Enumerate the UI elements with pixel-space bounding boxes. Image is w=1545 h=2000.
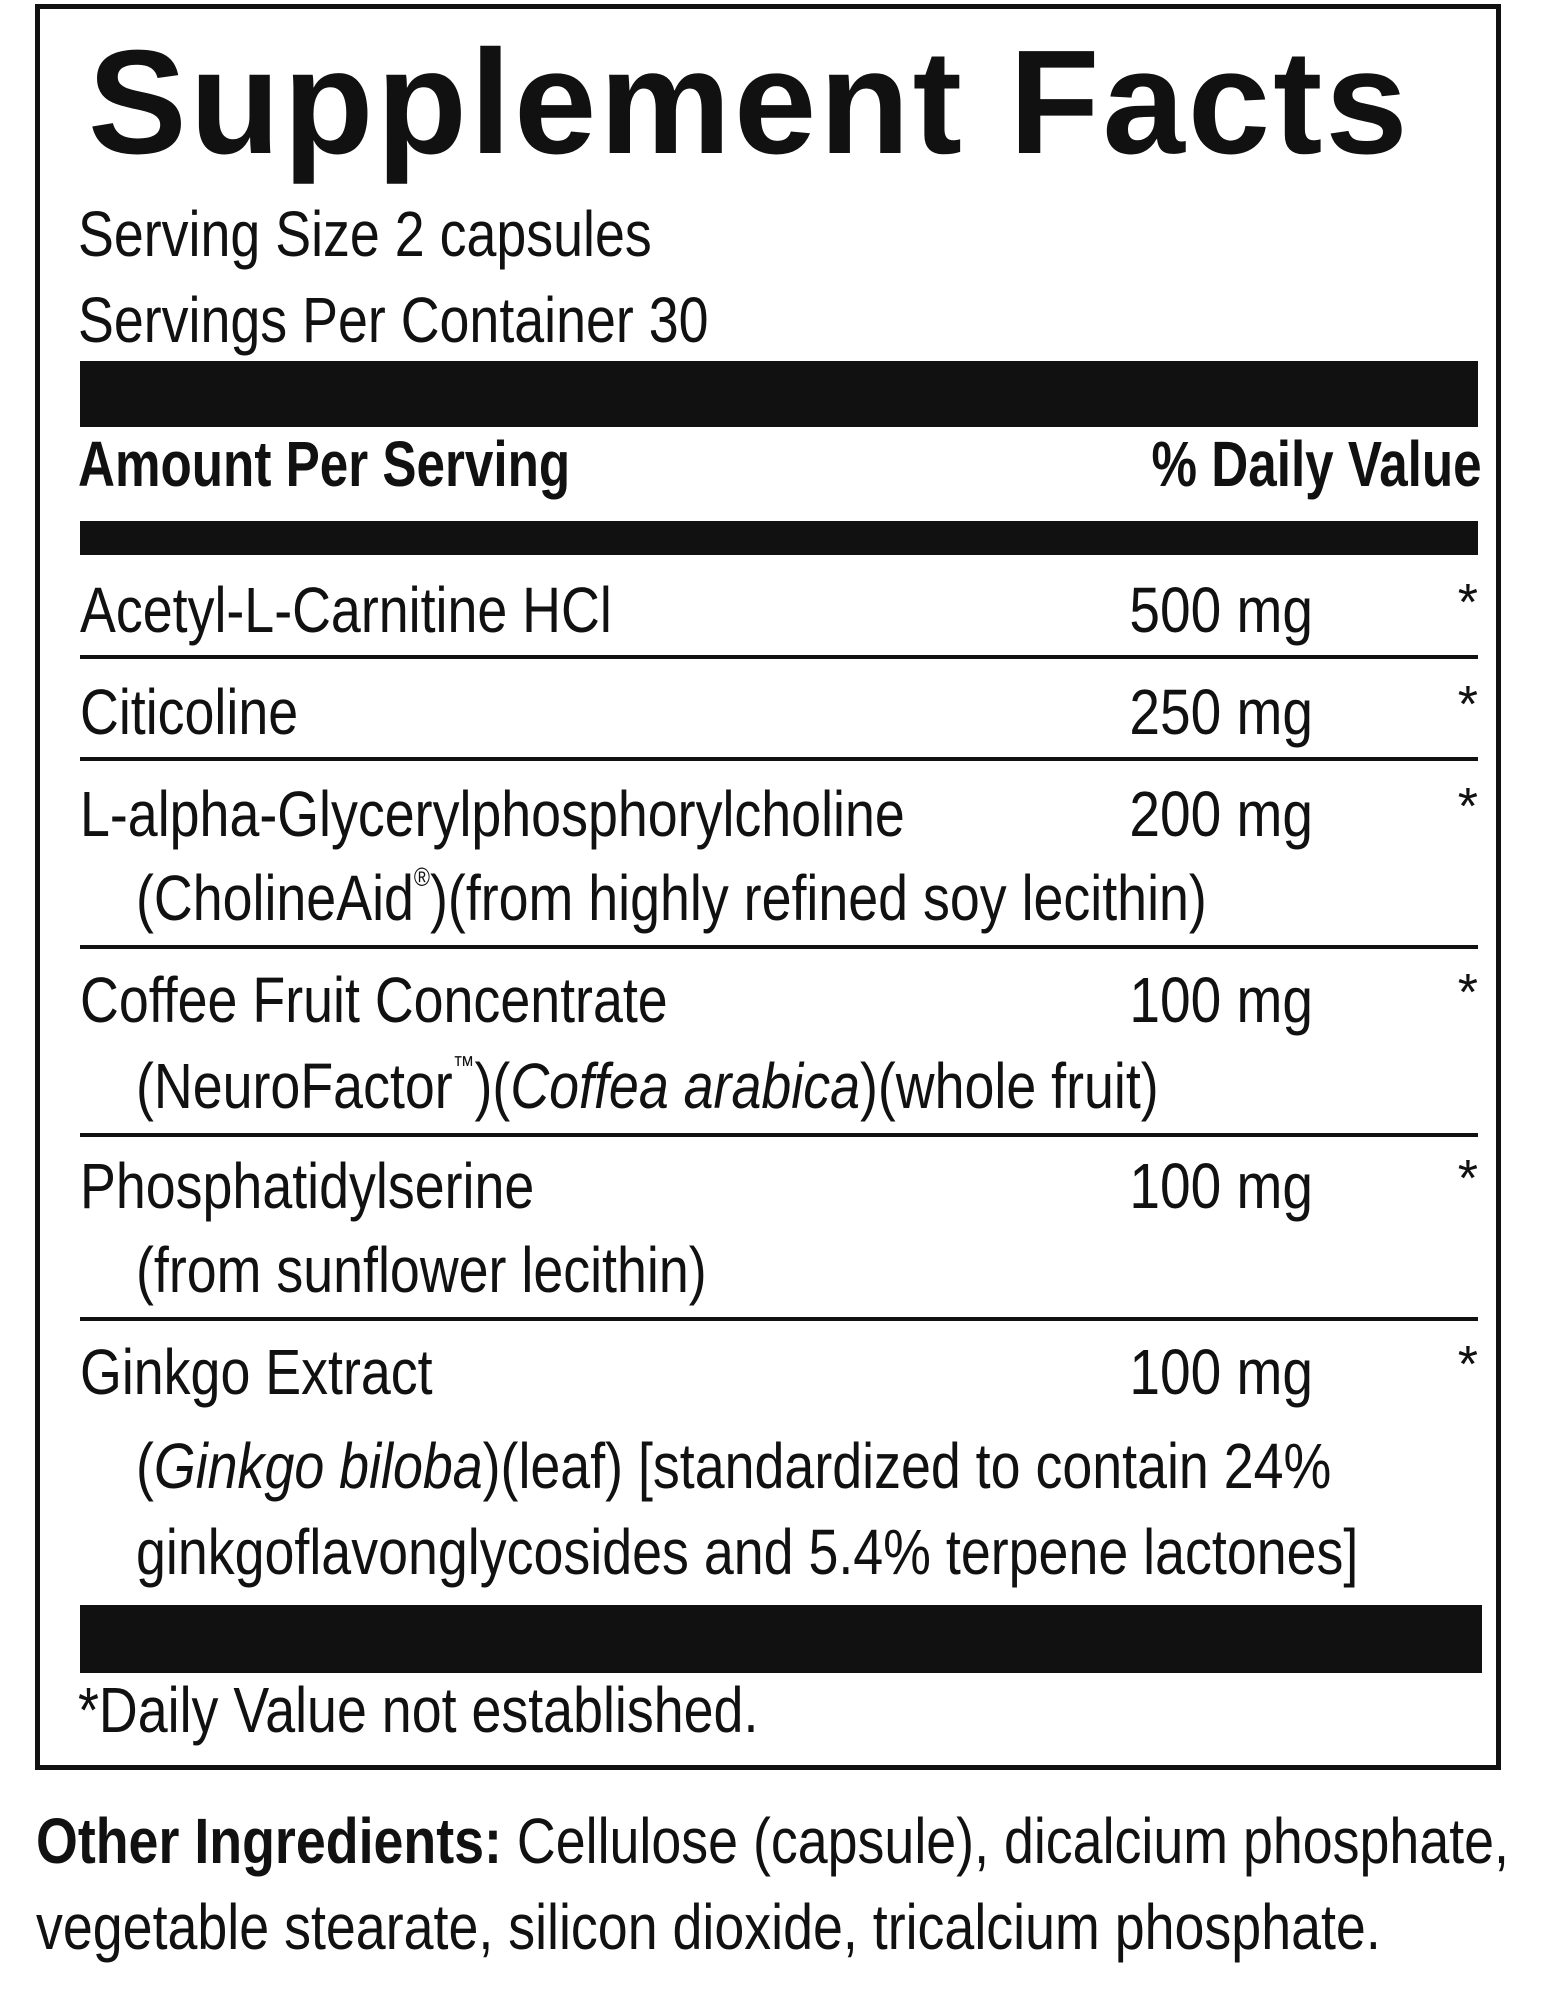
supplement-facts-panel bbox=[35, 4, 1501, 1770]
other-ingredients-line-2: vegetable stearate, silicon dioxide, tricalcium phosphate. bbox=[36, 1891, 1381, 1963]
ingredient-row bbox=[80, 557, 1478, 659]
ingredient-row bbox=[80, 1321, 1478, 1603]
daily-value-mark: * bbox=[1457, 964, 1478, 1022]
daily-value-mark: * bbox=[1457, 1150, 1478, 1208]
ingredient-amount: 100 mg bbox=[1129, 964, 1313, 1036]
daily-value-footnote: *Daily Value not established. bbox=[78, 1674, 759, 1746]
thick-divider-header bbox=[80, 521, 1478, 555]
ingredient-amount: 200 mg bbox=[1129, 778, 1313, 850]
daily-value-header: % Daily Value bbox=[1151, 428, 1482, 500]
daily-value-mark: * bbox=[1457, 676, 1478, 734]
servings-per-container: Servings Per Container 30 bbox=[78, 284, 709, 356]
thick-divider-bottom bbox=[80, 1605, 1482, 1673]
ingredient-amount: 100 mg bbox=[1129, 1336, 1313, 1408]
ingredient-name: L-alpha-Glycerylphosphorylcholine bbox=[80, 778, 905, 850]
ingredient-source: (CholineAid®)(from highly refined soy lecithin) bbox=[136, 862, 1207, 934]
panel-title: Supplement Facts bbox=[88, 20, 1411, 185]
ingredient-name: Coffee Fruit Concentrate bbox=[80, 964, 668, 1036]
ingredient-row bbox=[80, 659, 1478, 761]
daily-value-mark: * bbox=[1457, 778, 1478, 836]
ingredient-name: Citicoline bbox=[80, 676, 299, 748]
ingredient-row bbox=[80, 761, 1478, 949]
amount-per-serving-header: Amount Per Serving bbox=[78, 428, 571, 500]
ingredient-source: (NeuroFactor™)(Coffea arabica)(whole fruit) bbox=[136, 1050, 1159, 1122]
ingredient-amount: 500 mg bbox=[1129, 574, 1313, 646]
ingredient-amount: 100 mg bbox=[1129, 1150, 1313, 1222]
ingredient-source: (from sunflower lecithin) bbox=[136, 1234, 707, 1306]
ingredient-row bbox=[80, 949, 1478, 1137]
thick-divider-top bbox=[80, 361, 1478, 427]
ingredient-name: Acetyl-L-Carnitine HCl bbox=[80, 574, 612, 646]
ingredient-source: (Ginkgo biloba)(leaf) [standardized to contain 24% bbox=[136, 1430, 1332, 1502]
ingredient-row bbox=[80, 1137, 1478, 1321]
serving-size: Serving Size 2 capsules bbox=[78, 198, 652, 270]
ingredient-name: Phosphatidylserine bbox=[80, 1150, 535, 1222]
ingredient-name: Ginkgo Extract bbox=[80, 1336, 433, 1408]
daily-value-mark: * bbox=[1457, 574, 1478, 632]
ingredient-amount: 250 mg bbox=[1129, 676, 1313, 748]
daily-value-mark: * bbox=[1457, 1336, 1478, 1394]
ingredient-standardization: ginkgoflavonglycosides and 5.4% terpene lactones] bbox=[136, 1516, 1359, 1588]
other-ingredients-line-1: Other Ingredients: Cellulose (capsule), dicalcium phosphate, bbox=[36, 1805, 1509, 1877]
other-ingredients-label: Other Ingredients: bbox=[36, 1805, 502, 1877]
